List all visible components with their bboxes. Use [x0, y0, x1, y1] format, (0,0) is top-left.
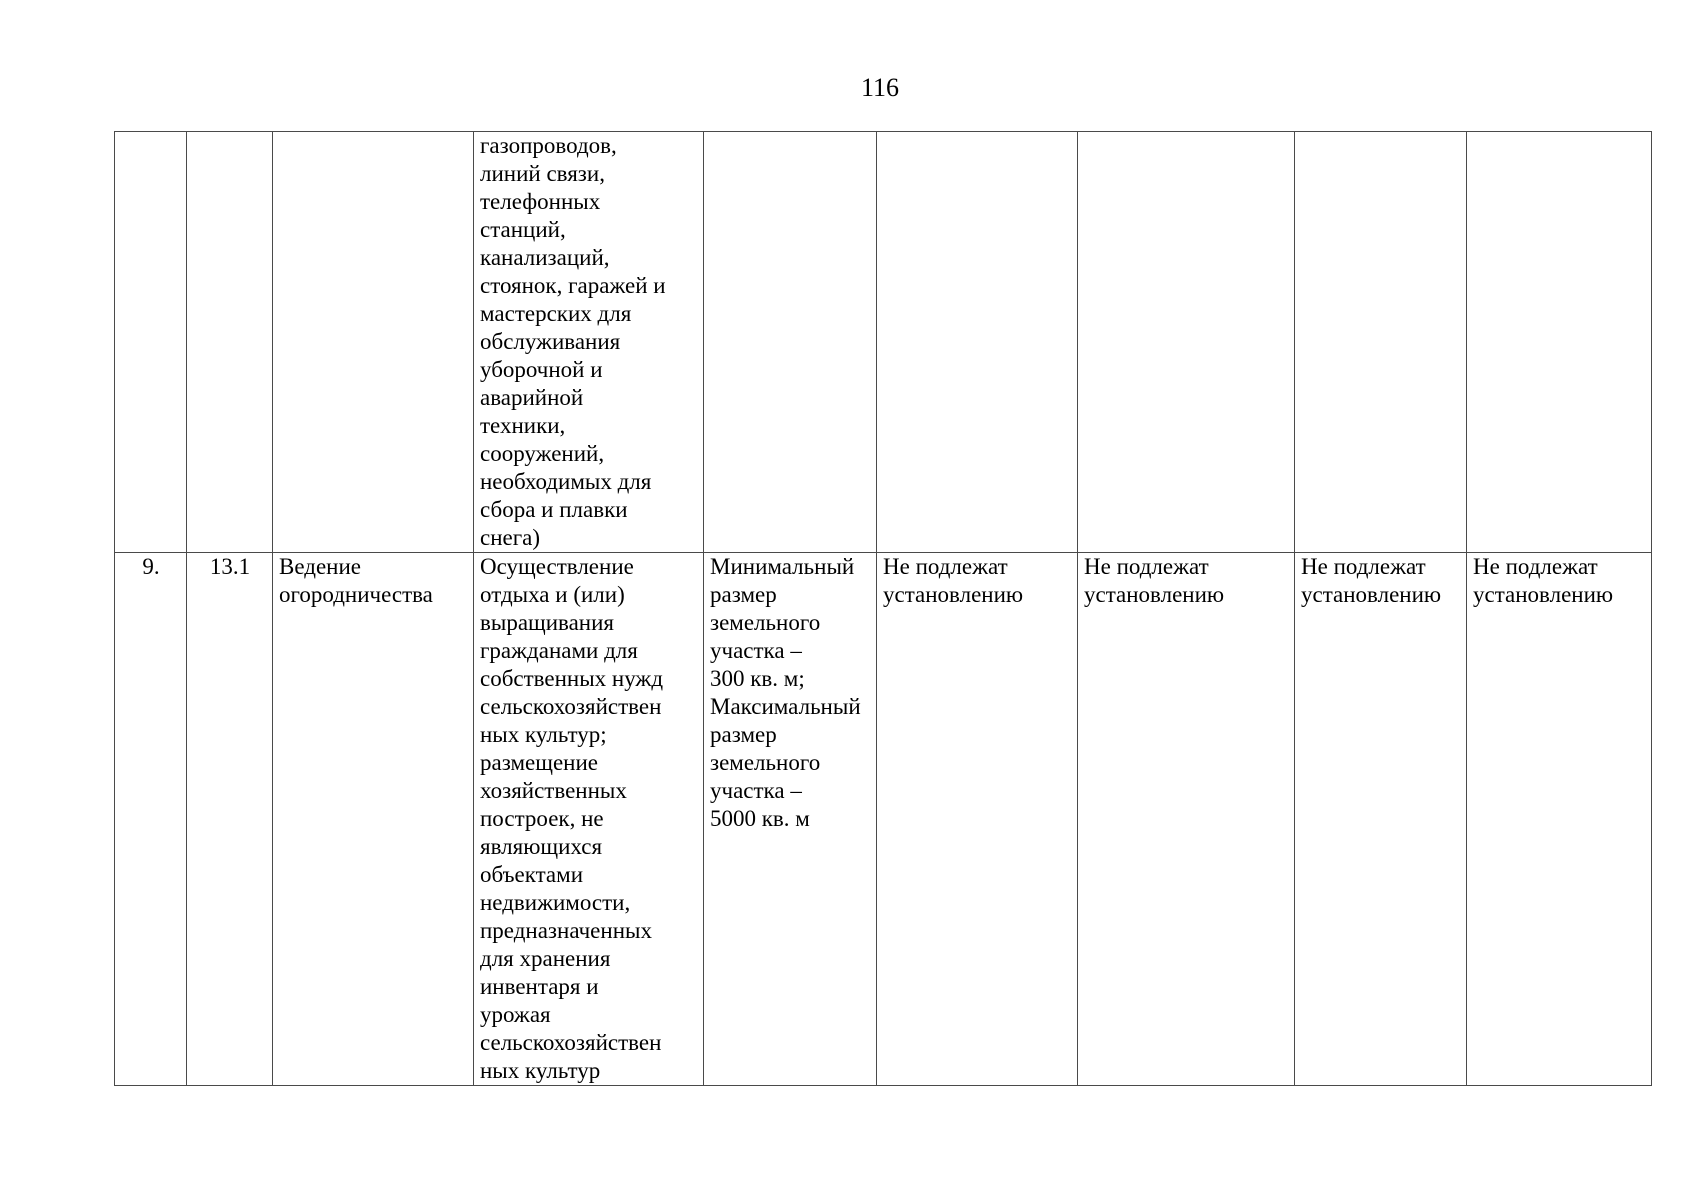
use-name-cell	[273, 132, 474, 553]
use-code-cell	[187, 132, 273, 553]
parameter-cell: Не подлежат установлению	[877, 553, 1078, 1086]
row-number-cell	[115, 132, 187, 553]
use-description-cell: Осуществление отдыха и (или) выращивания гражданами для собственных нужд сельскохозяйствен ных культур; размещение хозяйственных построек, не являющихся объектами недвижимости, предназначенных для хранения инвентаря и урожая сельскохозяйствен ных культур	[474, 553, 704, 1086]
parameter-cell: Не подлежат установлению	[1295, 553, 1467, 1086]
parameter-cell: Не подлежат установлению	[1467, 553, 1652, 1086]
parameter-cell	[1295, 132, 1467, 553]
row-number-cell: 9.	[115, 553, 187, 1086]
page-number: 116	[860, 73, 900, 102]
table-row	[115, 132, 1652, 553]
parameter-cell	[877, 132, 1078, 553]
parameter-cell: Не подлежат установлению	[1078, 553, 1295, 1086]
table-row	[115, 553, 1652, 1086]
use-description-cell: газопроводов, линий связи, телефонных станций, канализаций, стоянок, гаражей и мастерских для обслуживания уборочной и аварийной техники, сооружений, необходимых для сбора и плавки снега)	[474, 132, 704, 553]
parameter-cell	[1078, 132, 1295, 553]
plot-size-cell	[704, 132, 877, 553]
regulations-table	[114, 131, 1652, 1086]
use-code-cell: 13.1	[187, 553, 273, 1086]
parameter-cell	[1467, 132, 1652, 553]
plot-size-cell: Минимальный размер земельного участка – 300 кв. м; Максимальный размер земельного участка – 5000 кв. м	[704, 553, 877, 1086]
use-name-cell: Ведение огородничества	[273, 553, 474, 1086]
